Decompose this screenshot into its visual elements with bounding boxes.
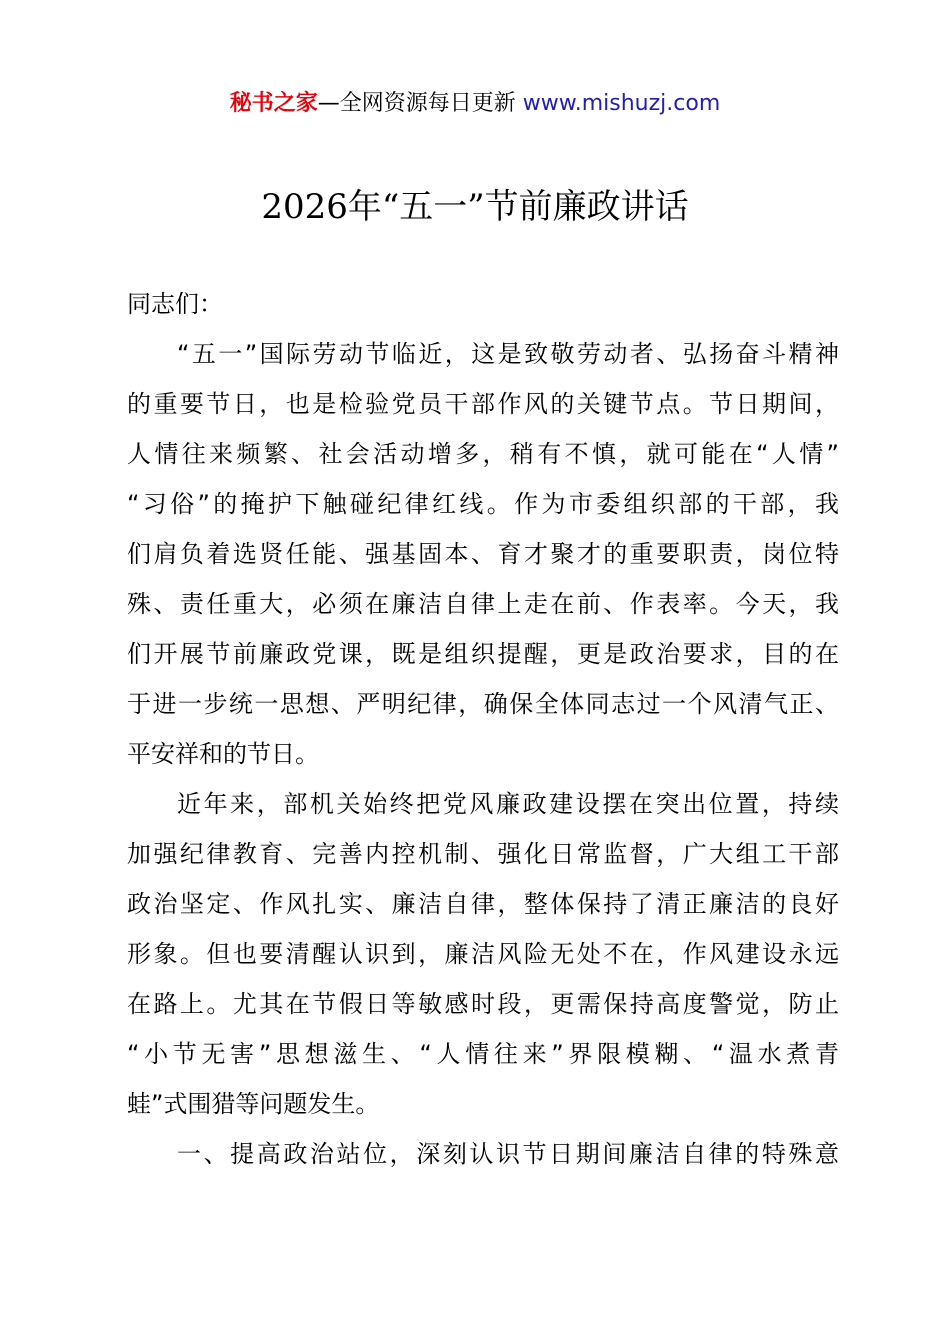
paragraph-line: “习俗”的掩护下触碰纪律红线。作为市委组织部的干部，我 (127, 490, 839, 518)
paragraph-line: 于进一步统一思想、严明纪律，确保全体同志过一个风清气正、 (127, 690, 839, 718)
paragraph-line: “五一”国际劳动节临近，这是致敬劳动者、弘扬奋斗精神 (177, 340, 839, 368)
header-slogan: —全网资源每日更新 (317, 91, 523, 116)
paragraph-line: 政治坚定、作风扎实、廉洁自律，整体保持了清正廉洁的良好 (127, 890, 839, 918)
paragraph-line: 的重要节日，也是检验党员干部作风的关键节点。节日期间， (127, 390, 839, 418)
paragraph-line: 近年来，部机关始终把党风廉政建设摆在突出位置，持续 (177, 790, 839, 818)
paragraph-line: 加强纪律教育、完善内控机制、强化日常监督，广大组工干部 (127, 840, 839, 868)
salutation: 同志们： (127, 290, 223, 318)
site-url-link[interactable]: www.mishuzj.com (522, 91, 721, 116)
brand-name: 秘书之家 (229, 91, 318, 116)
paragraph-line: “小节无害”思想滋生、“人情往来”界限模糊、“温水煮青 (127, 1040, 839, 1068)
site-header (0, 88, 950, 120)
paragraph-line: 形象。但也要清醒认识到，廉洁风险无处不在，作风建设永远 (127, 940, 839, 968)
section-heading: 一、提高政治站位，深刻认识节日期间廉洁自律的特殊意 (177, 1140, 839, 1168)
document-body (127, 279, 839, 1179)
document-title: 2026年“五一”节前廉政讲话 (261, 187, 689, 227)
paragraph-line: 平安祥和的节日。 (127, 740, 319, 768)
paragraph-line: 们肩负着选贤任能、强基固本、育才聚才的重要职责，岗位特 (127, 540, 839, 568)
paragraph-line: 殊、责任重大，必须在廉洁自律上走在前、作表率。今天，我 (127, 590, 839, 618)
paragraph-line: 人情往来频繁、社会活动增多，稍有不慎，就可能在“人情” (127, 440, 839, 468)
paragraph-line: 在路上。尤其在节假日等敏感时段，更需保持高度警觉，防止 (127, 990, 839, 1018)
paragraph-line: 蛙”式围猎等问题发生。 (127, 1090, 380, 1118)
paragraph-line: 们开展节前廉政党课，既是组织提醒，更是政治要求，目的在 (127, 640, 839, 668)
